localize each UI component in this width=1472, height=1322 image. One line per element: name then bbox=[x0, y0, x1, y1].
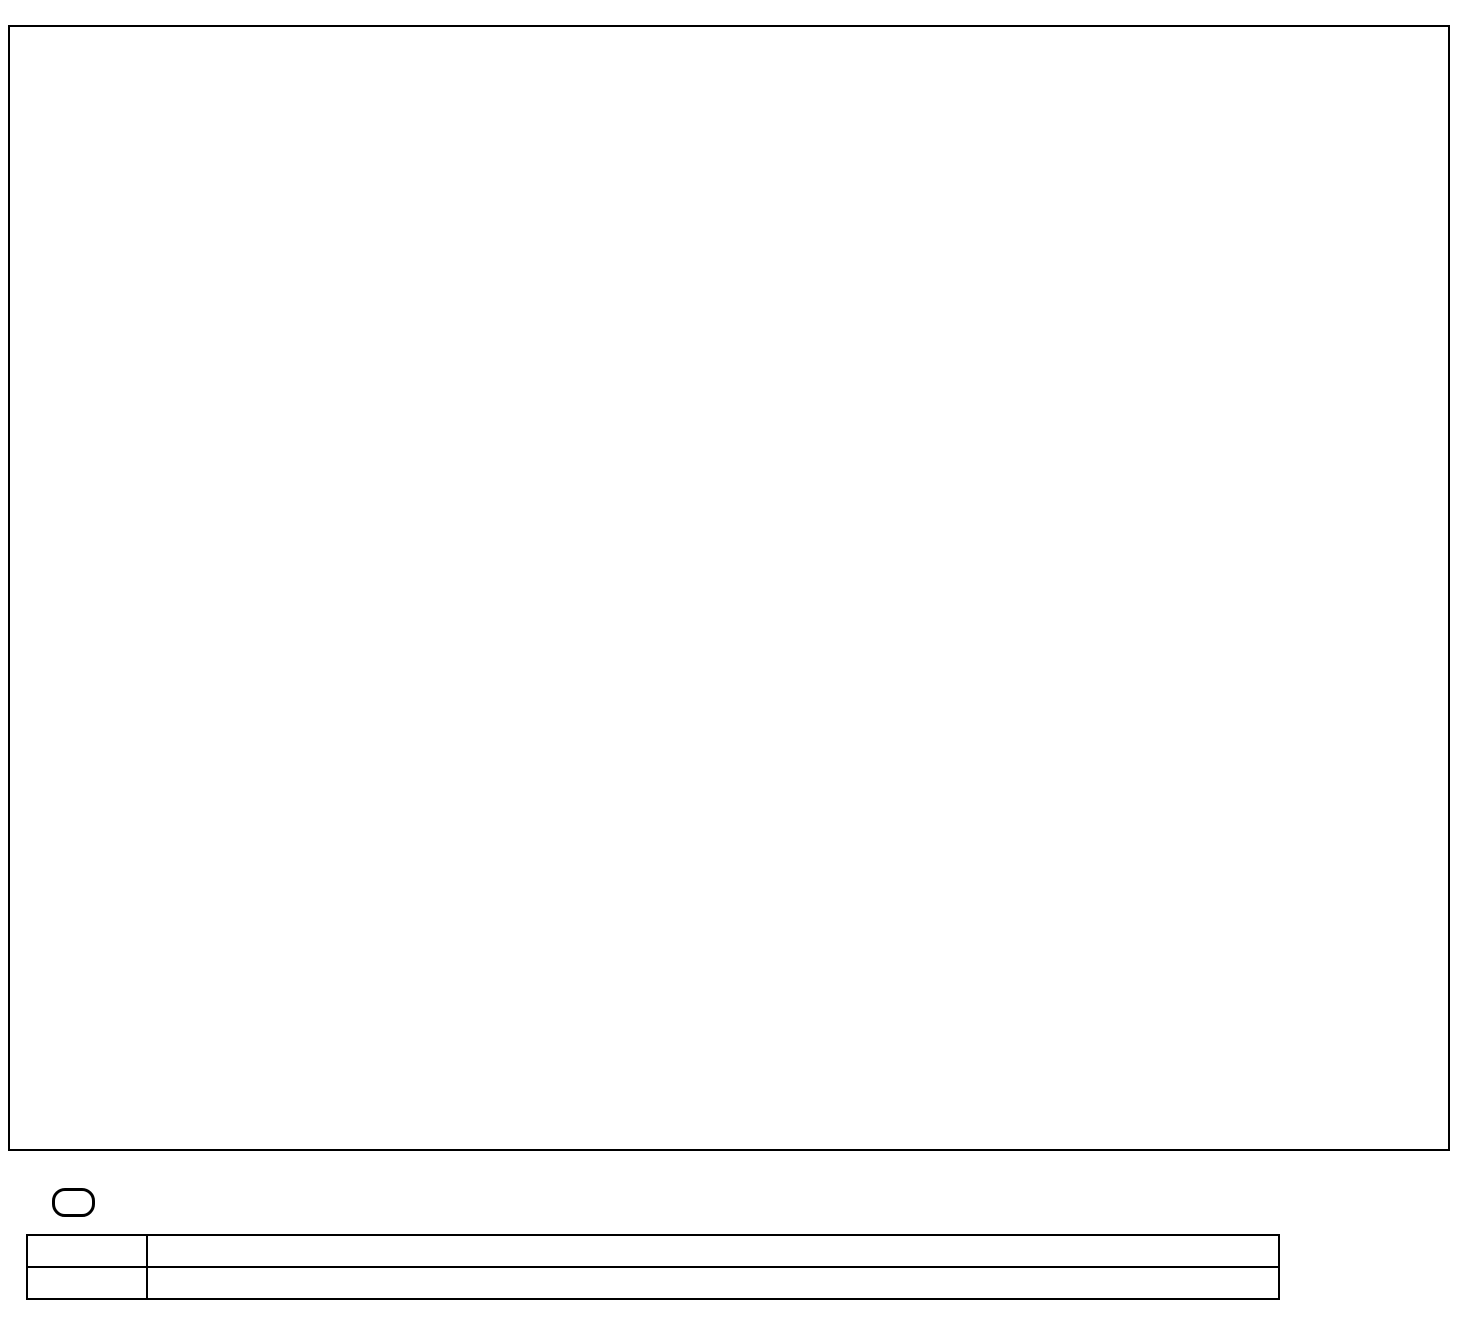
row-code bbox=[27, 1267, 147, 1299]
table-header-row bbox=[27, 1235, 1279, 1267]
relay-block-icon bbox=[52, 1188, 95, 1217]
row-description bbox=[147, 1267, 1279, 1299]
table-row bbox=[27, 1267, 1279, 1299]
service-hints-frame bbox=[8, 25, 1450, 1151]
relay-blocks-table bbox=[26, 1234, 1280, 1300]
header-description bbox=[147, 1235, 1279, 1267]
header-code bbox=[27, 1235, 147, 1267]
